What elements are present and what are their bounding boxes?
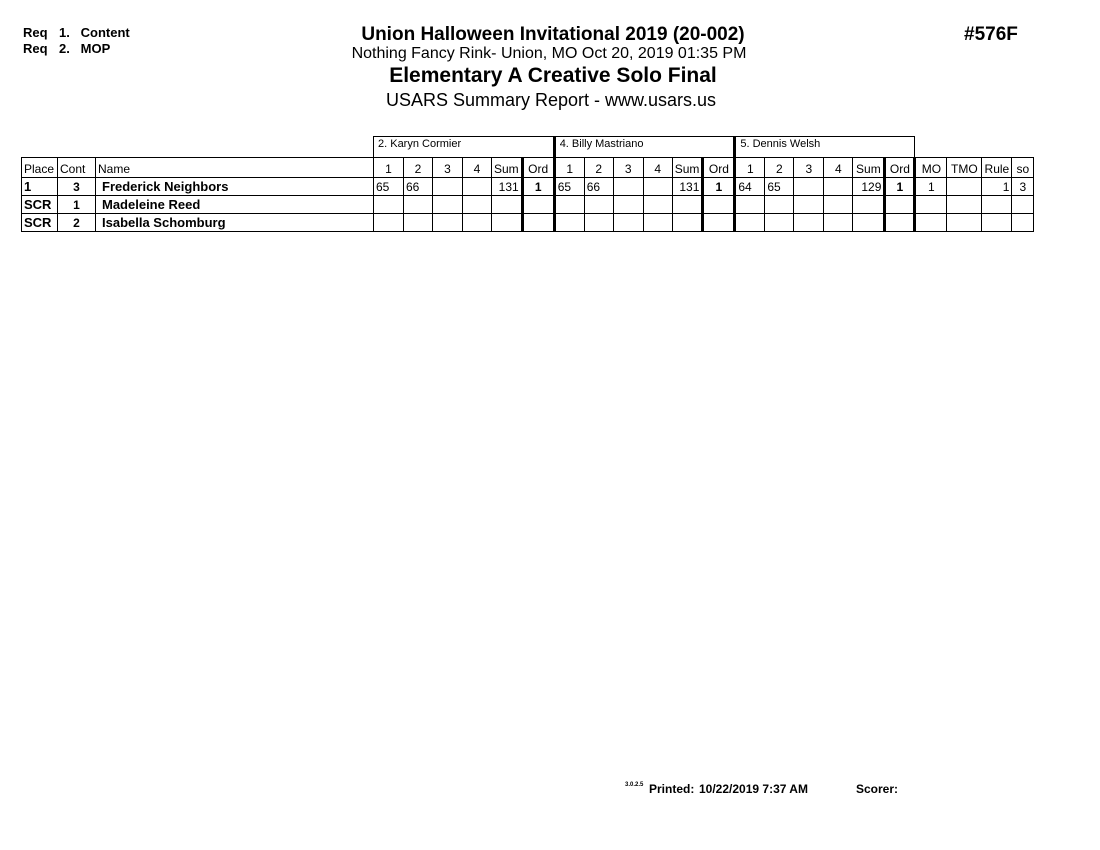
score-cell (765, 196, 794, 214)
score-cell (643, 214, 672, 232)
score-cell (794, 196, 824, 214)
printed-label: Printed: (649, 782, 695, 796)
ordinal-cell (885, 196, 915, 214)
requirement-label: Req (23, 41, 48, 56)
judge-header: 5. Dennis Welsh (735, 137, 915, 158)
requirement-number: 2. (59, 41, 70, 56)
col-ord-header: Ord (522, 158, 554, 178)
score-cell: 65 (374, 178, 404, 196)
score-cell (463, 214, 492, 232)
requirement-label: Req (23, 25, 48, 40)
col-score-header: 2 (404, 158, 433, 178)
score-cell (463, 178, 492, 196)
col-score-header: 4 (643, 158, 672, 178)
report-title: USARS Summary Report - www.usars.us (385, 90, 717, 110)
so-cell (1012, 214, 1034, 232)
table-row (22, 214, 1034, 232)
results-table (21, 136, 1034, 232)
score-cell (404, 214, 433, 232)
ordinal-cell: 1 (703, 178, 735, 196)
score-cell (433, 196, 463, 214)
score-cell (613, 196, 643, 214)
sum-cell (853, 214, 885, 232)
sum-cell (672, 196, 703, 214)
mo-cell: 1 (915, 178, 947, 196)
score-cell (824, 178, 853, 196)
table-row (22, 196, 1034, 214)
sum-cell: 131 (492, 178, 523, 196)
score-cell (584, 196, 613, 214)
col-place-header: Place (22, 158, 58, 178)
col-sum-header: Sum (492, 158, 523, 178)
score-cell (824, 196, 853, 214)
score-cell (735, 196, 765, 214)
column-header-row (22, 158, 1034, 178)
score-cell: 65 (765, 178, 794, 196)
col-ord-header: Ord (703, 158, 735, 178)
so-cell (1012, 196, 1034, 214)
requirement-text: MOP (80, 41, 111, 56)
score-cell (643, 178, 672, 196)
sum-cell (492, 196, 523, 214)
col-cont-header: Cont (58, 158, 96, 178)
score-cell (374, 214, 404, 232)
judge-header: 4. Billy Mastriano (554, 137, 735, 158)
contestant-number-cell: 2 (58, 214, 96, 232)
col-ord-header: Ord (885, 158, 915, 178)
judge-header: 2. Karyn Cormier (374, 137, 555, 158)
col-score-header: 3 (794, 158, 824, 178)
ordinal-cell (703, 214, 735, 232)
score-cell: 64 (735, 178, 765, 196)
col-score-header: 4 (824, 158, 853, 178)
tmo-cell (947, 196, 982, 214)
score-cell (613, 178, 643, 196)
sum-cell: 129 (853, 178, 885, 196)
printed-date: 10/22/2019 7:37 AM (699, 782, 808, 796)
skater-name-cell: Frederick Neighbors (96, 178, 374, 196)
skater-name-cell: Isabella Schomburg (96, 214, 374, 232)
col-score-header: 1 (374, 158, 404, 178)
sum-cell (672, 214, 703, 232)
requirement-number: 1. (59, 25, 70, 40)
score-cell (374, 196, 404, 214)
so-cell: 3 (1012, 178, 1034, 196)
col-score-header: 4 (463, 158, 492, 178)
score-cell: 66 (584, 178, 613, 196)
table-row (22, 178, 1034, 196)
score-cell (765, 214, 794, 232)
sum-cell: 131 (672, 178, 703, 196)
score-cell (433, 214, 463, 232)
software-version: 3.0.2.5 (625, 782, 644, 788)
tmo-cell (947, 214, 982, 232)
col-mo-header: MO (915, 158, 947, 178)
contestant-number-cell: 3 (58, 178, 96, 196)
scorer-label: Scorer: (856, 782, 899, 796)
ordinal-cell: 1 (522, 178, 554, 196)
score-cell: 65 (554, 178, 584, 196)
score-cell (794, 178, 824, 196)
col-tmo-header: TMO (947, 158, 982, 178)
col-name-header: Name (96, 158, 374, 178)
event-code: #576F (964, 24, 1018, 45)
sum-cell (853, 196, 885, 214)
place-cell: SCR (22, 214, 58, 232)
col-score-header: 3 (613, 158, 643, 178)
rule-cell (982, 214, 1012, 232)
score-cell (824, 214, 853, 232)
col-score-header: 2 (765, 158, 794, 178)
score-cell (554, 214, 584, 232)
col-score-header: 1 (735, 158, 765, 178)
col-score-header: 2 (584, 158, 613, 178)
competition-title: Union Halloween Invitational 2019 (20-002) (361, 24, 745, 45)
place-cell: 1 (22, 178, 58, 196)
rule-cell (982, 196, 1012, 214)
score-cell (463, 196, 492, 214)
col-score-header: 3 (433, 158, 463, 178)
mo-cell (915, 196, 947, 214)
col-sum-header: Sum (672, 158, 703, 178)
skater-name-cell: Madeleine Reed (96, 196, 374, 214)
rule-cell: 1 (982, 178, 1012, 196)
ordinal-cell (703, 196, 735, 214)
ordinal-cell: 1 (885, 178, 915, 196)
col-so-header: so (1012, 158, 1034, 178)
score-cell: 66 (404, 178, 433, 196)
tmo-cell (947, 178, 982, 196)
score-cell (794, 214, 824, 232)
score-cell (433, 178, 463, 196)
mo-cell (915, 214, 947, 232)
competition-location: Nothing Fancy Rink- Union, MO Oct 20, 2019 01:35 PM (351, 45, 747, 62)
col-score-header: 1 (554, 158, 584, 178)
event-title: Elementary A Creative Solo Final (389, 64, 717, 87)
score-cell (584, 214, 613, 232)
col-rule-header: Rule (982, 158, 1012, 178)
score-cell (643, 196, 672, 214)
ordinal-cell (885, 214, 915, 232)
judges-row (22, 137, 1034, 158)
place-cell: SCR (22, 196, 58, 214)
contestant-number-cell: 1 (58, 196, 96, 214)
requirement-text: Content (80, 25, 130, 40)
score-cell (613, 214, 643, 232)
ordinal-cell (522, 214, 554, 232)
score-cell (554, 196, 584, 214)
score-cell (404, 196, 433, 214)
sum-cell (492, 214, 523, 232)
col-sum-header: Sum (853, 158, 885, 178)
ordinal-cell (522, 196, 554, 214)
score-cell (735, 214, 765, 232)
